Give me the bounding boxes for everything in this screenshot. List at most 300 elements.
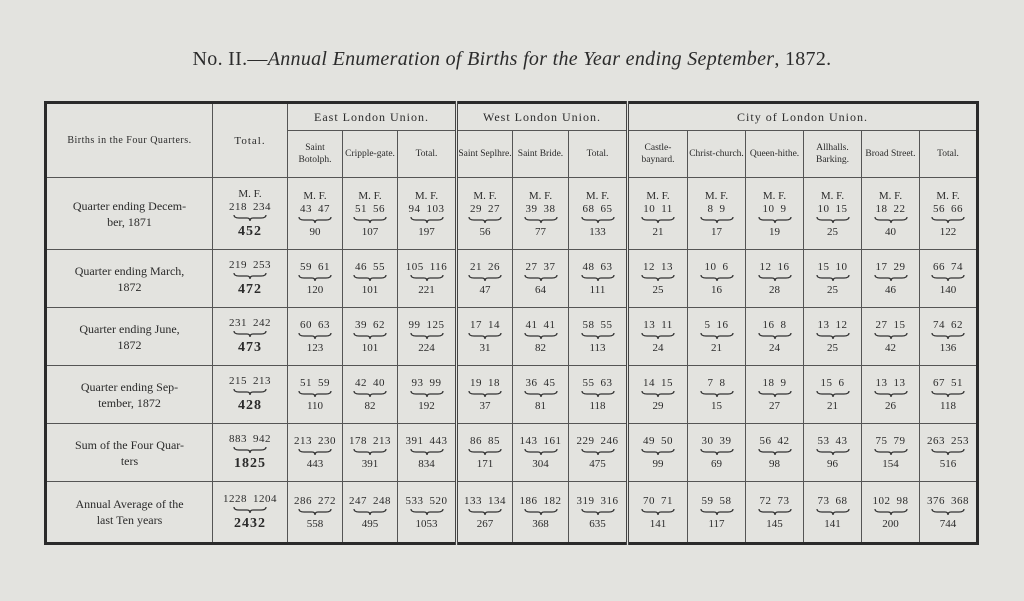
mf-label: M. F.	[820, 189, 845, 202]
male-female-values	[398, 495, 455, 507]
male-female-values	[213, 375, 287, 387]
subheader-12: Total.	[920, 131, 978, 178]
brace-icon	[816, 274, 850, 282]
male-value: 48	[582, 261, 595, 273]
male-female-values	[569, 319, 626, 331]
male-female-values	[213, 201, 287, 213]
male-female-values	[688, 319, 745, 331]
subheader-11: Broad Street.	[862, 131, 920, 178]
male-value: 286	[294, 494, 312, 507]
male-value: 12	[643, 261, 655, 273]
female-value: 9	[780, 377, 787, 389]
brace-icon	[874, 508, 908, 516]
female-value: 58	[719, 494, 732, 507]
female-value: 443	[429, 435, 448, 447]
brace-icon	[641, 332, 675, 340]
data-cell	[628, 308, 688, 366]
brace-icon	[524, 390, 558, 398]
brace-icon	[233, 388, 267, 396]
male-female-values	[288, 495, 342, 507]
male-female-values	[688, 203, 745, 215]
male-value: 19	[470, 377, 482, 389]
female-value: 56	[373, 202, 385, 215]
combined-total: 101	[361, 284, 379, 296]
male-value: 218	[229, 200, 247, 213]
brace-icon	[581, 448, 615, 456]
data-cell	[457, 424, 513, 482]
combined-total: 120	[306, 284, 324, 296]
brace-icon	[931, 274, 965, 282]
row-label-line: Quarter ending March,	[74, 263, 185, 278]
row-label	[46, 178, 213, 250]
male-value: 27	[525, 261, 538, 273]
male-value: 213	[294, 435, 312, 447]
male-value: 533	[405, 494, 424, 507]
combined-total: 82	[364, 400, 376, 412]
data-cell	[569, 482, 628, 544]
data-cell	[343, 250, 398, 308]
male-value: 5	[704, 319, 711, 331]
male-female-values	[862, 435, 919, 447]
brace-icon	[468, 390, 502, 398]
female-value: 68	[835, 494, 848, 507]
female-value: 50	[661, 435, 673, 447]
combined-total: 118	[939, 400, 957, 412]
male-value: 72	[759, 494, 772, 507]
brace-icon	[524, 448, 558, 456]
data-cell	[513, 482, 569, 544]
female-value: 39	[719, 435, 732, 447]
brace-icon	[410, 508, 444, 516]
male-female-values	[862, 203, 919, 215]
male-female-values	[804, 495, 861, 507]
female-value: 520	[429, 494, 448, 507]
mf-label: M. F.	[414, 189, 439, 202]
brace-icon	[816, 216, 850, 224]
brace-icon	[758, 390, 792, 398]
combined-total: 21	[827, 400, 838, 412]
male-value: 43	[300, 202, 312, 215]
table-row	[46, 366, 978, 424]
female-value: 182	[543, 494, 562, 507]
row-label-line: Quarter ending June,	[79, 321, 180, 336]
combined-total: 31	[479, 342, 491, 354]
male-value: 883	[229, 433, 247, 445]
combined-total: 117	[708, 517, 725, 530]
female-value: 14	[488, 319, 500, 331]
female-value: 73	[777, 494, 790, 507]
male-female-values	[458, 495, 512, 507]
male-value: 56	[933, 202, 946, 215]
births-table	[44, 101, 979, 545]
combined-total: 98	[769, 458, 780, 470]
male-female-values	[862, 377, 919, 389]
brace-icon	[524, 508, 558, 516]
female-value: 42	[777, 435, 790, 447]
female-value: 9	[780, 202, 787, 215]
male-female-values	[688, 435, 745, 447]
combined-total: 37	[479, 400, 491, 412]
female-value: 63	[600, 377, 613, 389]
brace-icon	[298, 448, 332, 456]
mf-label: M. F.	[646, 189, 670, 202]
data-cell	[862, 482, 920, 544]
combined-total: 77	[535, 225, 546, 238]
male-value: 51	[355, 202, 367, 215]
male-female-values	[746, 203, 803, 215]
female-value: 8	[719, 377, 726, 389]
data-cell	[398, 308, 457, 366]
brace-icon	[524, 332, 558, 340]
data-cell	[804, 482, 862, 544]
female-value: 26	[488, 261, 500, 273]
female-value: 85	[488, 435, 500, 447]
mf-label: M. F.	[238, 187, 262, 200]
male-female-values	[569, 435, 626, 447]
male-female-values	[343, 435, 397, 447]
male-value: 376	[927, 494, 946, 507]
female-value: 99	[429, 377, 442, 389]
table-row	[46, 250, 978, 308]
male-value: 219	[229, 259, 247, 271]
male-female-values	[569, 495, 626, 507]
male-value: 55	[582, 377, 595, 389]
data-cell	[343, 308, 398, 366]
combined-total: 64	[535, 284, 546, 296]
combined-total: 113	[589, 342, 606, 354]
brace-icon	[816, 332, 850, 340]
brace-icon	[298, 216, 332, 224]
male-female-values	[569, 377, 626, 389]
row-label-line: tember, 1872	[98, 395, 161, 410]
data-cell	[513, 366, 569, 424]
male-value: 59	[701, 494, 714, 507]
data-cell	[288, 308, 343, 366]
male-value: 215	[229, 375, 247, 387]
combined-total: 304	[532, 458, 549, 470]
brace-icon	[233, 214, 267, 222]
male-female-values	[458, 261, 512, 273]
row-label	[46, 482, 213, 544]
female-value: 9	[719, 202, 726, 215]
brace-icon	[874, 216, 908, 224]
female-value: 248	[373, 494, 391, 507]
page-title	[0, 48, 1024, 71]
combined-total: 141	[649, 517, 667, 530]
male-value: 73	[817, 494, 830, 507]
brace-icon	[700, 216, 734, 224]
male-female-values	[569, 261, 626, 273]
female-value: 368	[951, 494, 970, 507]
male-value: 49	[643, 435, 655, 447]
male-female-values	[569, 203, 626, 215]
male-value: 18	[875, 202, 888, 215]
subheader-2: Cripple-gate.	[343, 131, 398, 178]
male-value: 39	[525, 202, 538, 215]
data-cell	[746, 424, 804, 482]
male-value: 13	[643, 319, 656, 331]
female-value: 74	[951, 261, 964, 273]
brace-icon	[758, 332, 792, 340]
data-cell	[213, 482, 288, 544]
male-value: 27	[875, 319, 888, 331]
male-value: 1228	[223, 492, 247, 505]
brace-icon	[233, 506, 267, 514]
brace-icon	[410, 216, 444, 224]
row-label-line: 1872	[117, 279, 142, 294]
male-female-values	[513, 203, 568, 215]
combined-total: 16	[711, 284, 722, 296]
male-value: 58	[582, 319, 595, 331]
brace-icon	[931, 332, 965, 340]
female-value: 71	[661, 494, 673, 507]
total-header: Total.	[213, 103, 288, 178]
data-cell	[569, 366, 628, 424]
male-female-values	[458, 203, 512, 215]
combined-total: 27	[769, 400, 780, 412]
female-value: 15	[893, 319, 906, 331]
data-cell	[457, 250, 513, 308]
row-label-line: ber, 1871	[107, 214, 152, 229]
male-female-values	[688, 377, 745, 389]
combined-total: 19	[769, 225, 780, 238]
male-value: 41	[525, 319, 538, 331]
combined-total: 25	[827, 342, 838, 354]
female-value: 11	[661, 319, 673, 331]
brace-icon	[524, 274, 558, 282]
combined-total: 24	[769, 342, 780, 354]
brace-icon	[468, 216, 502, 224]
male-female-values	[920, 435, 976, 447]
male-value: 99	[408, 319, 421, 331]
row-label-line: ters	[120, 453, 139, 468]
data-cell	[213, 178, 288, 250]
male-value: 13	[817, 319, 830, 331]
male-value: 70	[643, 494, 655, 507]
female-value: 16	[716, 319, 729, 331]
female-value: 61	[318, 261, 330, 273]
combined-total: 267	[476, 517, 494, 530]
row-label	[46, 424, 213, 482]
male-female-values	[398, 203, 455, 215]
female-value: 10	[835, 261, 848, 273]
combined-total: 42	[885, 342, 896, 354]
combined-total: 473	[238, 340, 262, 355]
female-value: 63	[318, 319, 330, 331]
combined-total: 472	[238, 282, 262, 297]
male-value: 247	[349, 494, 367, 507]
female-value: 13	[893, 377, 906, 389]
male-value: 10	[704, 261, 717, 273]
data-cell	[569, 308, 628, 366]
brace-icon	[353, 332, 387, 340]
male-value: 8	[707, 202, 714, 215]
female-value: 41	[543, 319, 556, 331]
brace-icon	[816, 448, 850, 456]
male-female-values	[513, 495, 568, 507]
male-female-values	[746, 495, 803, 507]
table-row	[46, 308, 978, 366]
data-cell	[628, 250, 688, 308]
brace-icon	[581, 508, 615, 516]
male-female-values	[213, 493, 287, 505]
male-value: 231	[229, 317, 247, 329]
male-female-values	[629, 435, 687, 447]
female-value: 18	[488, 377, 500, 389]
combined-total: 118	[589, 400, 606, 412]
row-label-line: last Ten years	[96, 513, 163, 527]
brace-icon	[410, 448, 444, 456]
data-cell	[288, 482, 343, 544]
row-label-line: Quarter ending Decem-	[72, 198, 187, 213]
row-label-header: Births in the Four Quarters.	[46, 103, 213, 178]
male-female-values	[629, 203, 687, 215]
male-value: 66	[933, 261, 946, 273]
row-label	[46, 308, 213, 366]
male-female-values	[629, 261, 687, 273]
female-value: 6	[722, 261, 729, 273]
male-value: 18	[762, 377, 775, 389]
combined-total: 221	[418, 284, 435, 296]
combined-total: 558	[306, 517, 324, 530]
female-value: 15	[835, 202, 848, 215]
brace-icon	[468, 274, 502, 282]
female-value: 6	[838, 377, 845, 389]
brace-icon	[353, 508, 387, 516]
combined-total: 635	[589, 517, 606, 530]
male-value: 319	[576, 494, 595, 507]
data-cell	[804, 178, 862, 250]
row-label-line: Sum of the Four Quar-	[74, 437, 185, 452]
combined-total: 154	[882, 458, 899, 470]
male-female-values	[920, 495, 976, 507]
brace-icon	[700, 508, 734, 516]
mf-label: M. F.	[704, 189, 729, 202]
data-cell	[213, 308, 288, 366]
data-cell	[688, 366, 746, 424]
male-value: 229	[576, 435, 595, 447]
brace-icon	[700, 448, 734, 456]
west-london-union-header: West London Union.	[457, 103, 628, 131]
male-female-values	[213, 433, 287, 445]
male-female-values	[398, 435, 455, 447]
city-of-london-union-header: City of London Union.	[628, 103, 978, 131]
combined-total: 69	[711, 458, 722, 470]
male-female-values	[862, 495, 919, 507]
male-female-values	[343, 261, 397, 273]
brace-icon	[410, 274, 444, 282]
data-cell	[920, 366, 978, 424]
female-value: 38	[543, 202, 556, 215]
brace-icon	[298, 332, 332, 340]
female-value: 1204	[253, 492, 277, 505]
data-cell	[862, 178, 920, 250]
data-cell	[569, 178, 628, 250]
brace-icon	[758, 448, 792, 456]
male-value: 15	[820, 377, 833, 389]
brace-icon	[581, 216, 615, 224]
data-cell	[920, 178, 978, 250]
subheader-8: Christ-church.	[688, 131, 746, 178]
subheader-7: Castle-baynard.	[628, 131, 688, 178]
title-prefix: No. II.—	[192, 48, 268, 70]
brace-icon	[700, 390, 734, 398]
female-value: 66	[951, 202, 964, 215]
east-london-union-header: East London Union.	[288, 103, 457, 131]
combined-total: 21	[652, 225, 664, 238]
data-cell	[398, 424, 457, 482]
combined-total: 2432	[234, 515, 266, 531]
mf-label: M. F.	[358, 189, 382, 202]
male-value: 42	[355, 377, 367, 389]
table-row	[46, 178, 978, 250]
combined-total: 200	[882, 517, 899, 530]
male-female-values	[920, 377, 976, 389]
male-value: 51	[300, 377, 312, 389]
data-cell	[513, 250, 569, 308]
male-female-values	[629, 377, 687, 389]
combined-total: 1053	[415, 517, 438, 530]
subheader-4: Saint Seplhre.	[457, 131, 513, 178]
combined-total: 110	[306, 400, 324, 412]
data-cell	[746, 250, 804, 308]
brace-icon	[353, 448, 387, 456]
female-value: 40	[373, 377, 385, 389]
data-cell	[804, 250, 862, 308]
data-cell	[804, 424, 862, 482]
title-italic: Annual Enumeration of Births for the Year ending September	[267, 48, 775, 70]
male-value: 263	[927, 435, 946, 447]
male-female-values	[804, 203, 861, 215]
female-value: 213	[253, 375, 271, 387]
data-cell	[804, 308, 862, 366]
male-female-values	[513, 261, 568, 273]
male-female-values	[920, 203, 976, 215]
female-value: 55	[600, 319, 613, 331]
male-female-values	[398, 261, 455, 273]
combined-total: 82	[535, 342, 546, 354]
data-cell	[862, 366, 920, 424]
brace-icon	[468, 332, 502, 340]
male-female-values	[398, 377, 455, 389]
brace-icon	[410, 332, 444, 340]
data-cell	[628, 424, 688, 482]
male-female-values	[688, 261, 745, 273]
female-value: 98	[896, 494, 909, 507]
table-row	[46, 424, 978, 482]
brace-icon	[758, 508, 792, 516]
data-cell	[688, 308, 746, 366]
data-cell	[513, 424, 569, 482]
female-value: 59	[318, 377, 330, 389]
female-value: 12	[835, 319, 848, 331]
brace-icon	[353, 274, 387, 282]
male-value: 86	[470, 435, 482, 447]
data-cell	[513, 178, 569, 250]
brace-icon	[524, 216, 558, 224]
female-value: 116	[429, 261, 448, 273]
row-label	[46, 250, 213, 308]
male-female-values	[804, 261, 861, 273]
female-value: 942	[253, 433, 271, 445]
data-cell	[288, 366, 343, 424]
combined-total: 1825	[234, 456, 266, 471]
combined-total: 475	[589, 458, 606, 470]
male-female-values	[513, 377, 568, 389]
female-value: 253	[253, 259, 271, 271]
brace-icon	[816, 390, 850, 398]
brace-icon	[931, 216, 965, 224]
